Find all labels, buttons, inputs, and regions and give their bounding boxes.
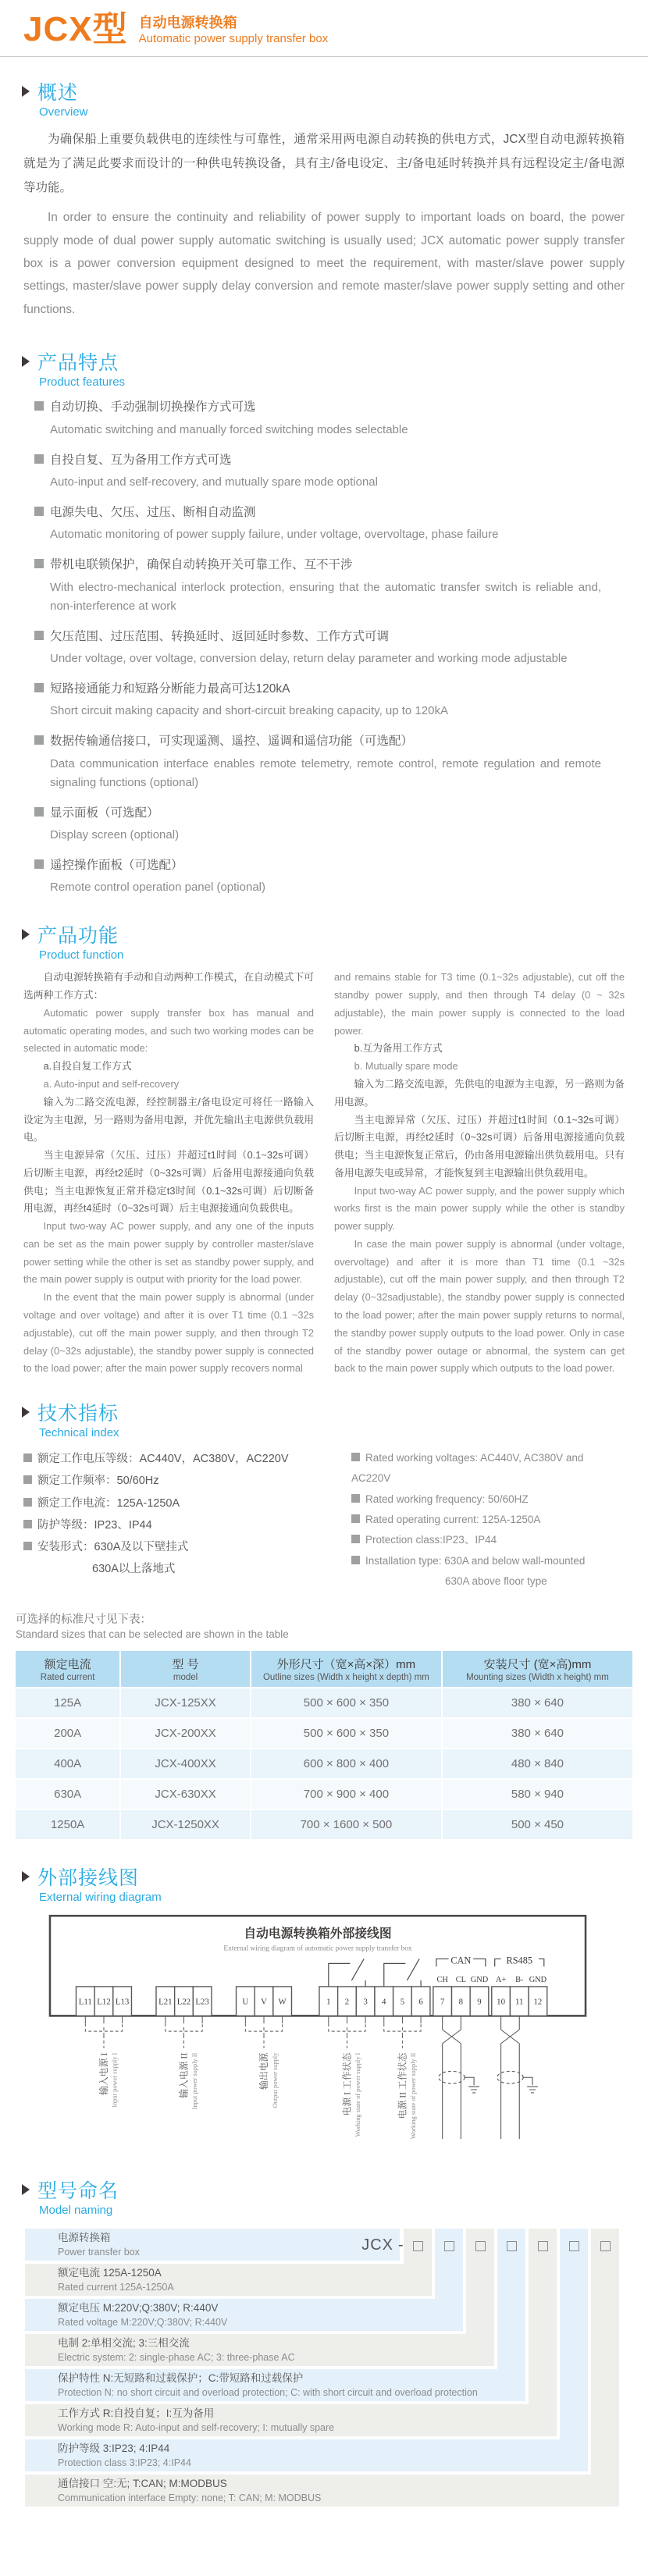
bullet-square-icon bbox=[351, 1556, 360, 1564]
pin-label: CH bbox=[436, 1976, 448, 1985]
feature-en: Display screen (optional) bbox=[50, 828, 180, 842]
terminal-label: 3 bbox=[363, 1997, 368, 2007]
diagram-title-en: External wiring diagram of automatic power supply transfer box bbox=[223, 1944, 412, 1953]
section-technical-heading bbox=[22, 1398, 648, 1440]
group-label-zh: 电源 I 工作状态 bbox=[341, 2052, 353, 2116]
naming-heading-en: Model naming bbox=[39, 2204, 113, 2218]
terminal-label: U bbox=[242, 1997, 249, 2007]
function-paragraph: Input two-way AC power supply, and the power supply which works first is the main power supply while the other is standby power supply. bbox=[334, 1184, 625, 1233]
section-features-heading bbox=[22, 347, 648, 390]
twisted-pair-wires bbox=[443, 2016, 461, 2140]
function-paragraph: 输入为二路交流电源，经控制器主/备电设定可将任一路输入设定为主电源，另一路则为备用电源，并优先输出主电源供负载用电。 bbox=[23, 1095, 314, 1144]
function-paragraph: 自动电源转换箱有手动和自动两种工作模式，在自动模式下可选两种工作方式： bbox=[23, 971, 314, 1002]
function-paragraph: a. Auto-input and self-recovery bbox=[43, 1078, 180, 1091]
section-naming-heading bbox=[22, 2176, 648, 2218]
table-row bbox=[16, 1719, 632, 1748]
wiring-diagram-svg bbox=[48, 1914, 587, 2159]
function-paragraph: a.自投自复工作方式 bbox=[43, 1060, 132, 1073]
terminal-label: L21 bbox=[158, 1997, 173, 2007]
code-box-icon bbox=[475, 2241, 486, 2251]
cell-rated-current: 630A bbox=[16, 1780, 119, 1809]
twisted-pair-wires bbox=[501, 2016, 520, 2140]
cell-rated-current: 200A bbox=[16, 1719, 119, 1748]
naming-code-column bbox=[591, 2229, 619, 2507]
feature-item bbox=[34, 555, 601, 615]
rs485-bracket-right bbox=[539, 1959, 544, 1967]
feature-item bbox=[34, 731, 601, 792]
group-label-zh: 输入电源 II bbox=[178, 2052, 190, 2098]
product-title-block bbox=[139, 12, 329, 47]
features-heading-en: Product features bbox=[39, 375, 126, 390]
bullet-square-icon bbox=[23, 1520, 32, 1528]
bullet-square-icon bbox=[34, 859, 44, 869]
terminal-label: L13 bbox=[115, 1997, 130, 2007]
sizes-note bbox=[16, 1610, 648, 1640]
terminal-label: V bbox=[261, 1997, 267, 2007]
feature-en: Auto-input and self-recovery, and mutually spare mode optional bbox=[50, 475, 378, 489]
naming-row: 通信接口 空:无; T:CAN; M:MODBUS Communication interface Empty: none; T: CAN; M: MODBUS bbox=[25, 2475, 619, 2507]
terminal-label: 11 bbox=[515, 1997, 524, 2007]
feature-item bbox=[34, 803, 601, 845]
terminal-label: 8 bbox=[458, 1997, 464, 2007]
feature-zh: 欠压范围、过压范围、转换延时、返回延时参数、工作方式可调 bbox=[50, 629, 390, 643]
col-header-mounting-sizes: 安装尺寸 (宽×高)mm Mounting sizes (Width x height) mm bbox=[443, 1651, 632, 1687]
cell-outline-size: 700 × 1600 × 500 bbox=[251, 1810, 441, 1839]
features-list bbox=[34, 397, 601, 897]
switch-feed-line bbox=[384, 1964, 406, 1987]
code-box-icon bbox=[413, 2241, 423, 2251]
function-paragraph: and remains stable for T3 time (0.1~32s adjustable), cut off the standby power supply, and then through T4 delay (0 ~ 32s adjustable), the main power supply is connected to the load power. bbox=[334, 971, 625, 1037]
feature-zh: 自投自复、互为备用工作方式可选 bbox=[50, 453, 232, 467]
rs485-bus-label: RS485 bbox=[506, 1955, 533, 1966]
pin-label: GND bbox=[470, 1976, 489, 1985]
terminal-label: 1 bbox=[326, 1997, 331, 2007]
page-header bbox=[0, 0, 648, 47]
technical-heading-zh: 技术指标 bbox=[37, 1403, 119, 1425]
group-label-zh: 输出电源 bbox=[258, 2052, 269, 2090]
cell-mounting-size: 500 × 450 bbox=[443, 1810, 632, 1839]
bullet-square-icon bbox=[34, 735, 44, 745]
terminal-label: 4 bbox=[382, 1997, 386, 2007]
triangle-marker-icon bbox=[22, 929, 30, 940]
code-box-icon bbox=[569, 2241, 579, 2251]
naming-row: 电源转换箱 Power transfer box bbox=[25, 2229, 400, 2261]
pin-label: B- bbox=[515, 1976, 524, 1985]
rs485-bracket-left bbox=[495, 1959, 501, 1967]
feature-item bbox=[34, 627, 601, 668]
bullet-square-icon bbox=[34, 454, 44, 464]
feature-en: Short circuit making capacity and short-circuit breaking capacity, up to 120kA bbox=[50, 704, 448, 718]
section-overview-heading bbox=[22, 77, 648, 119]
cell-mounting-size: 480 × 840 bbox=[443, 1749, 632, 1778]
section-function-heading bbox=[22, 920, 648, 962]
feature-zh: 电源失电、欠压、过压、断相自动监测 bbox=[50, 506, 256, 520]
cell-rated-current: 125A bbox=[16, 1688, 119, 1717]
function-paragraph: b. Mutually spare mode bbox=[354, 1060, 458, 1073]
overview-paragraph-zh: 为确保船上重要负载供电的连续性与可靠性，通常采用两电源自动转换的供电方式，JCX型自动电源转换箱就是为了满足此要求而设计的一种供电转换设备，具有主/备电设定、主/备电延时转换并具有远程设定主/备电源等功能。 bbox=[23, 133, 625, 195]
sizes-table bbox=[14, 1649, 634, 1841]
feature-zh: 带机电联锁保护，确保自动转换开关可靠工作、互不干涉 bbox=[50, 558, 353, 572]
naming-prefix: JCX bbox=[361, 2236, 393, 2254]
group-label-zh: 电源 II 工作状态 bbox=[397, 2052, 408, 2119]
naming-code-column bbox=[466, 2229, 494, 2366]
terminal-label: W bbox=[278, 1997, 287, 2007]
feature-item bbox=[34, 397, 601, 439]
bullet-square-icon bbox=[34, 683, 44, 692]
function-paragraph: Input two-way AC power supply, and any one of the inputs can be set as the main power supply by controller master/slave power setting while the other is set as standby power supply, and the main power supply is output with priority for the load power. bbox=[23, 1220, 314, 1286]
cell-rated-current: 1250A bbox=[16, 1810, 119, 1839]
overview-heading-en: Overview bbox=[39, 105, 88, 119]
feature-en: With electro-mechanical interlock protection, ensuring that the automatic transfer switch is reliable and, non-interference at work bbox=[50, 580, 601, 613]
tech-item: 额定工作电流：125A-1250A bbox=[37, 1496, 180, 1510]
pin-label: GND bbox=[529, 1976, 547, 1985]
feature-en: Under voltage, over voltage, conversion delay, return delay parameter and working mode adjustable bbox=[50, 652, 568, 666]
naming-dash: - bbox=[398, 2236, 404, 2254]
sizes-note-en: Standard sizes that can be selected are shown in the table bbox=[16, 1628, 289, 1641]
terminal-label: L12 bbox=[97, 1997, 111, 2007]
sizes-note-zh: 可选择的标准尺寸见下表： bbox=[16, 1614, 151, 1627]
bullet-square-icon bbox=[351, 1494, 360, 1503]
naming-code-column bbox=[404, 2229, 432, 2296]
tech-item: Rated working voltages: AC440V, AC380V and AC220V bbox=[351, 1452, 584, 1485]
bullet-square-icon bbox=[351, 1514, 360, 1523]
terminal-label: 9 bbox=[477, 1997, 482, 2007]
product-model-title: JCX型 bbox=[23, 10, 128, 48]
pin-label: A+ bbox=[495, 1976, 507, 1985]
wiring-heading-zh: 外部接线图 bbox=[37, 1867, 140, 1890]
technical-heading-en: Technical index bbox=[39, 1426, 119, 1440]
feature-item bbox=[34, 856, 601, 897]
bullet-square-icon bbox=[23, 1475, 32, 1484]
function-paragraph: In the event that the main power supply is abnormal (under voltage and over voltage) and after it is over T1 time (0.1 ~32s adjustable), cut off the main power supply, and then through T2 delay (0~32s adjustable), the standby power supply is connected to the load power; after the main power supply recovers normal bbox=[23, 1291, 314, 1375]
overview-heading-zh: 概述 bbox=[37, 82, 79, 105]
bullet-square-icon bbox=[34, 559, 44, 568]
bullet-square-icon bbox=[351, 1535, 360, 1543]
bullet-square-icon bbox=[34, 401, 44, 411]
naming-row: 保护特性 N:无短路和过载保护；C:带短路和过载保护 Protection N: no short circuit and overload protection; C: with short circuit and overload protection bbox=[25, 2369, 525, 2401]
features-heading-zh: 产品特点 bbox=[37, 352, 119, 375]
col-header-outline-sizes: 外形尺寸（宽×高×深）mm Outline sizes (Width x height x depth) mm bbox=[251, 1651, 441, 1687]
code-box-icon bbox=[507, 2241, 517, 2251]
cell-model: JCX-400XX bbox=[121, 1749, 250, 1778]
col-header-rated-current: 额定电流 Rated current bbox=[16, 1651, 119, 1687]
naming-row: 额定电流 125A-1250A Rated current 125A-1250A bbox=[25, 2264, 432, 2296]
triangle-marker-icon bbox=[22, 86, 30, 97]
naming-row: 工作方式 R:自投自复；I:互为备用 Working mode R: Auto-input and self-recovery; I: mutually spare bbox=[25, 2404, 557, 2436]
ground-icon bbox=[468, 2087, 479, 2093]
switch-blade-icon bbox=[351, 1959, 364, 1981]
group-label-zh: 输入电源 I bbox=[98, 2052, 109, 2096]
function-paragraph: 输入为二路交流电源，先供电的电源为主电源，另一路则为备用电源。 bbox=[334, 1078, 625, 1108]
shield-drain-line bbox=[523, 2077, 532, 2085]
tech-item-continuation: 630A above floor type bbox=[445, 1574, 547, 1587]
tech-item: Rated operating current: 125A-1250A bbox=[365, 1513, 541, 1525]
feature-en: Data communication interface enables remote telemetry, remote control, remote regulation and remote signaling functions (optional) bbox=[50, 756, 601, 789]
ground-icon bbox=[527, 2087, 538, 2093]
bullet-square-icon bbox=[23, 1498, 32, 1507]
tech-item: 额定工作电压等级：AC440V，AC380V，AC220V bbox=[37, 1453, 289, 1466]
table-row bbox=[16, 1749, 632, 1778]
naming-heading-zh: 型号命名 bbox=[37, 2180, 119, 2203]
terminal-label: 2 bbox=[344, 1997, 350, 2007]
model-naming-diagram bbox=[25, 2229, 648, 2510]
tech-item: Installation type: 630A and below wall-mounted bbox=[365, 1554, 586, 1567]
bullet-square-icon bbox=[23, 1453, 32, 1462]
feature-item bbox=[34, 450, 601, 492]
can-bracket-left bbox=[436, 1959, 449, 1967]
tech-item: Rated working frequency: 50/60HZ bbox=[365, 1493, 529, 1505]
cell-outline-size: 500 × 600 × 350 bbox=[251, 1719, 441, 1748]
triangle-marker-icon bbox=[22, 2184, 30, 2195]
tech-item: Protection class:IP23、IP44 bbox=[365, 1534, 497, 1546]
bullet-square-icon bbox=[34, 507, 44, 516]
bullet-square-icon bbox=[34, 807, 44, 817]
product-title-zh: 自动电源转换箱 bbox=[138, 15, 237, 30]
triangle-marker-icon bbox=[22, 1407, 30, 1418]
naming-code-column bbox=[497, 2229, 525, 2401]
function-paragraph: 当主电源异常（欠压、过压）并超过t1时间（0.1~32s可调）后切断主电源，再经t2延时（0~32s可调）后备用电源接通向负载供电；当主电源恢复正常并稳定t3时间（0.1~32s可调）后切断备用电源，再经t4延时（0~32s可调）后主电源接通向负载供电。 bbox=[23, 1149, 314, 1215]
wiring-heading-en: External wiring diagram bbox=[39, 1891, 162, 1905]
cell-model: JCX-200XX bbox=[121, 1719, 250, 1748]
diagram-title-zh: 自动电源转换箱外部接线图 bbox=[244, 1927, 392, 1941]
header-divider bbox=[0, 56, 648, 57]
function-paragraph: b.互为备用工作方式 bbox=[354, 1042, 443, 1055]
cell-model: JCX-125XX bbox=[121, 1688, 250, 1717]
function-column-left bbox=[23, 969, 314, 1378]
function-paragraph: 当主电源异常（欠压、过压）并超过t1时间（0.1~32s可调）后切断主电源，再经t2延时（0~32s可调）后备用电源接通向负载供电；当主电源恢复正常后，仍由备用电源输出供负载用电。只有备用电源失电或异常，才能恢复到主电源输出供负载用电。 bbox=[334, 1113, 625, 1179]
feature-zh: 显示面板（可选配） bbox=[50, 806, 159, 820]
function-columns bbox=[23, 969, 625, 1378]
group-label-en: Input power supply II bbox=[191, 2052, 199, 2110]
table-row bbox=[16, 1780, 632, 1809]
code-box-icon bbox=[600, 2241, 611, 2251]
tech-item-continuation: 630A以上落地式 bbox=[92, 1563, 176, 1576]
feature-item bbox=[34, 503, 601, 544]
cell-outline-size: 600 × 800 × 400 bbox=[251, 1749, 441, 1778]
technical-column-zh bbox=[23, 1448, 351, 1592]
group-label-en: Input power supply I bbox=[111, 2052, 119, 2108]
can-bracket-right bbox=[473, 1959, 486, 1967]
naming-code-column bbox=[435, 2229, 463, 2331]
col-header-model: 型 号 model bbox=[121, 1651, 250, 1687]
triangle-marker-icon bbox=[22, 356, 30, 367]
code-box-icon bbox=[444, 2241, 454, 2251]
technical-columns bbox=[23, 1448, 625, 1592]
table-row bbox=[16, 1688, 632, 1717]
cell-outline-size: 700 × 900 × 400 bbox=[251, 1780, 441, 1809]
technical-column-en bbox=[351, 1448, 625, 1592]
cell-model: JCX-1250XX bbox=[121, 1810, 250, 1839]
feature-zh: 自动切换、手动强制切换操作方式可选 bbox=[50, 400, 256, 415]
shield-drain-line bbox=[465, 2077, 474, 2085]
function-paragraph: Automatic power supply transfer box has manual and automatic operating modes, and such two working modes can be selected in automatic mode: bbox=[23, 1006, 314, 1055]
naming-code-column bbox=[529, 2229, 557, 2436]
bullet-square-icon bbox=[23, 1542, 32, 1550]
bullet-square-icon bbox=[34, 631, 44, 640]
terminal-label: L23 bbox=[195, 1997, 209, 2007]
tech-item: 额定工作频率：50/60Hz bbox=[37, 1475, 159, 1488]
overview-paragraph-en: In order to ensure the continuity and reliability of power supply to important loads on board, the power supply mode of dual power supply automatic switching is usually used; JCX automatic power supply transfer box is a power conversion equipment designed to meet the requirement, with master/slave power supply settings, master/slave power supply delay conversion and remote master/slave power supply setting and other functions. bbox=[23, 211, 625, 316]
terminal-label: 10 bbox=[497, 1997, 506, 2007]
switch-feed-line bbox=[329, 1964, 351, 1987]
feature-zh: 数据传输通信接口，可实现遥测、遥控、遥调和遥信功能（可选配） bbox=[50, 735, 414, 749]
function-paragraph: In case the main power supply is abnormal (under voltage, overvoltage) and after it is more than T1 time (0.1 ~32s adjustable), cut off the main power supply, and then through T2 delay (0~32sadjustable), the standby power supply is connected to the load power; after the main power supply returns to normal, the standby power supply outputs to the load power. Only in case of the standby power outage or abnormal, the system can get back to the main power supply which outputs to the load power. bbox=[334, 1237, 625, 1375]
can-bus-label: CAN bbox=[450, 1955, 472, 1966]
cell-mounting-size: 580 × 940 bbox=[443, 1780, 632, 1809]
cell-mounting-size: 380 × 640 bbox=[443, 1719, 632, 1748]
bullet-square-icon bbox=[351, 1453, 360, 1461]
feature-en: Remote control operation panel (optional) bbox=[50, 881, 265, 895]
feature-en: Automatic switching and manually forced switching modes selectable bbox=[50, 422, 408, 436]
cell-model: JCX-630XX bbox=[121, 1780, 250, 1809]
feature-zh: 短路接通能力和短路分断能力最高可达120kA bbox=[50, 682, 290, 696]
switch-blade-icon bbox=[407, 1959, 419, 1981]
section-wiring-heading bbox=[22, 1863, 648, 1905]
feature-zh: 遥控操作面板（可选配） bbox=[50, 859, 183, 873]
naming-code-column bbox=[560, 2229, 588, 2471]
triangle-marker-icon bbox=[22, 1871, 30, 1882]
wiring-diagram bbox=[48, 1914, 648, 2163]
group-label-en: Output power supply bbox=[271, 2052, 279, 2108]
cell-rated-current: 400A bbox=[16, 1749, 119, 1778]
table-row bbox=[16, 1810, 632, 1839]
naming-row: 防护等级 3:IP23; 4:IP44 Protection class 3:IP23; 4:IP44 bbox=[25, 2439, 588, 2471]
cell-mounting-size: 380 × 640 bbox=[443, 1688, 632, 1717]
terminal-label: L11 bbox=[78, 1997, 92, 2007]
terminal-label: L22 bbox=[176, 1997, 191, 2007]
function-column-right bbox=[334, 969, 625, 1378]
code-box-icon bbox=[538, 2241, 548, 2251]
table-header-row bbox=[16, 1651, 632, 1687]
pin-label: CL bbox=[455, 1976, 466, 1985]
group-label-en: Working state of power supply II bbox=[410, 2052, 418, 2140]
cell-outline-size: 500 × 600 × 350 bbox=[251, 1688, 441, 1717]
feature-en: Automatic monitoring of power supply failure, under voltage, overvoltage, phase failure bbox=[50, 528, 499, 542]
terminal-label: 6 bbox=[418, 1997, 423, 2007]
feature-item bbox=[34, 679, 601, 720]
tech-item: 防护等级：IP23、IP44 bbox=[37, 1518, 152, 1532]
function-heading-en: Product function bbox=[39, 948, 124, 962]
terminal-label: 12 bbox=[533, 1997, 543, 2007]
terminal-label: 7 bbox=[440, 1997, 445, 2007]
group-label-en: Working state of power supply I bbox=[354, 2052, 362, 2137]
naming-row: 额定电压 M:220V;Q:380V; R:440V Rated voltage M:220V;Q:380V; R:440V bbox=[25, 2299, 463, 2331]
tech-item: 安装形式：630A及以下壁挂式 bbox=[37, 1541, 189, 1554]
function-heading-zh: 产品功能 bbox=[37, 925, 119, 948]
terminal-label: 5 bbox=[400, 1997, 405, 2007]
product-title-en: Automatic power supply transfer box bbox=[138, 32, 329, 46]
naming-row: 电制 2:单相交流; 3:三相交流 Electric system: 2: single-phase AC; 3: three-phase AC bbox=[25, 2334, 494, 2366]
